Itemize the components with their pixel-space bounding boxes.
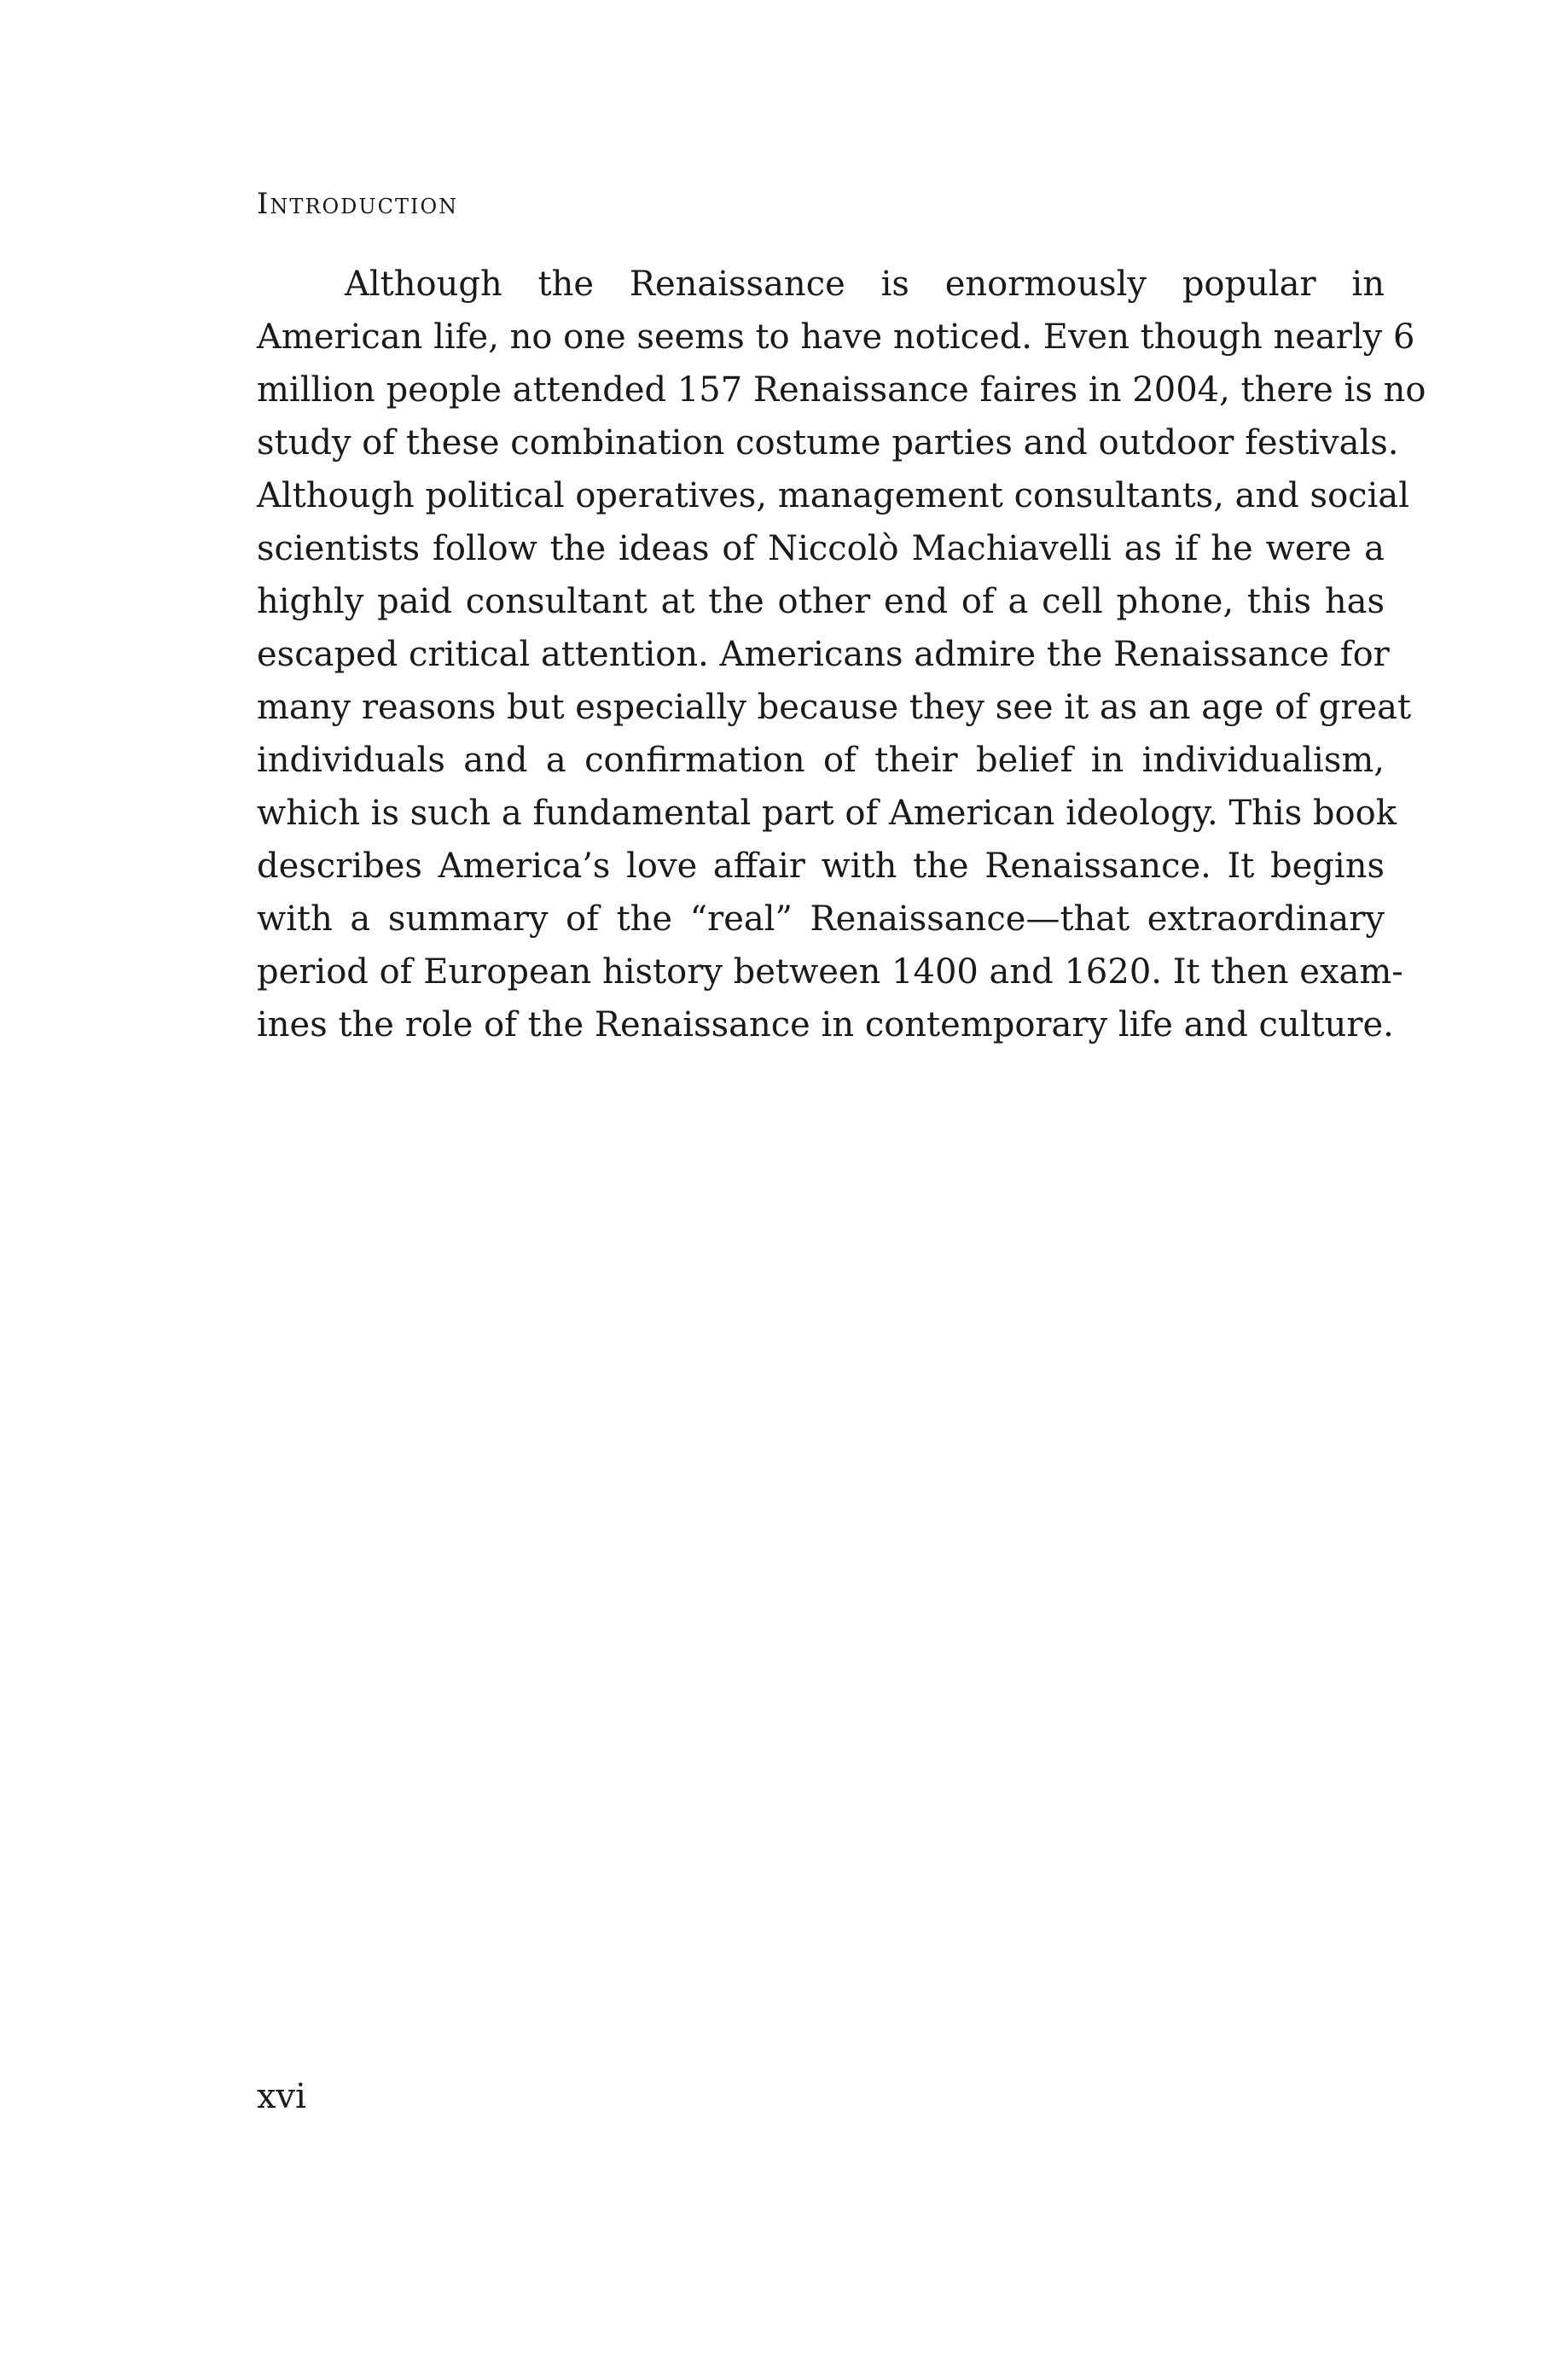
paragraph-line-last: ines the role of the Renaissance in contemporary life and culture. [257,1005,1394,1044]
running-head: Introduction [257,187,459,221]
paragraph-line: Although political operatives, management consultants, and social [257,476,1409,515]
paragraph-line: period of European history between 1400 and 1620. It then exam- [257,952,1403,992]
paragraph-line: escaped critical attention. Americans admire the Renaissance for [257,635,1390,674]
paragraph-line: highly paid consultant at the other end of a cell phone, this has [257,582,1385,621]
paragraph-line: individuals and a confirmation of their belief in individualism, [257,741,1385,780]
paragraph-line: many reasons but especially because they see it as an age of great [257,688,1412,727]
paragraph-line: million people attended 157 Renaissance faires in 2004, there is no [257,370,1426,410]
page-number: xvi [257,2077,306,2116]
paragraph-line: describes America’s love affair with the Renaissance. It begins [257,847,1385,886]
paragraph-line: scientists follow the ideas of Niccolò Machiavelli as if he were a [257,529,1385,568]
paragraph-line: Although the Renaissance is enormously popular in [345,265,1385,304]
body-paragraph [257,258,1426,1051]
paragraph-line: with a summary of the “real” Renaissance—that extraordinary [257,899,1385,939]
paragraph-line: American life, no one seems to have noticed. Even though nearly 6 [257,317,1415,357]
paragraph-line: study of these combination costume parties and outdoor festivals. [257,423,1399,463]
paragraph-line: which is such a fundamental part of American ideology. This book [257,794,1397,833]
